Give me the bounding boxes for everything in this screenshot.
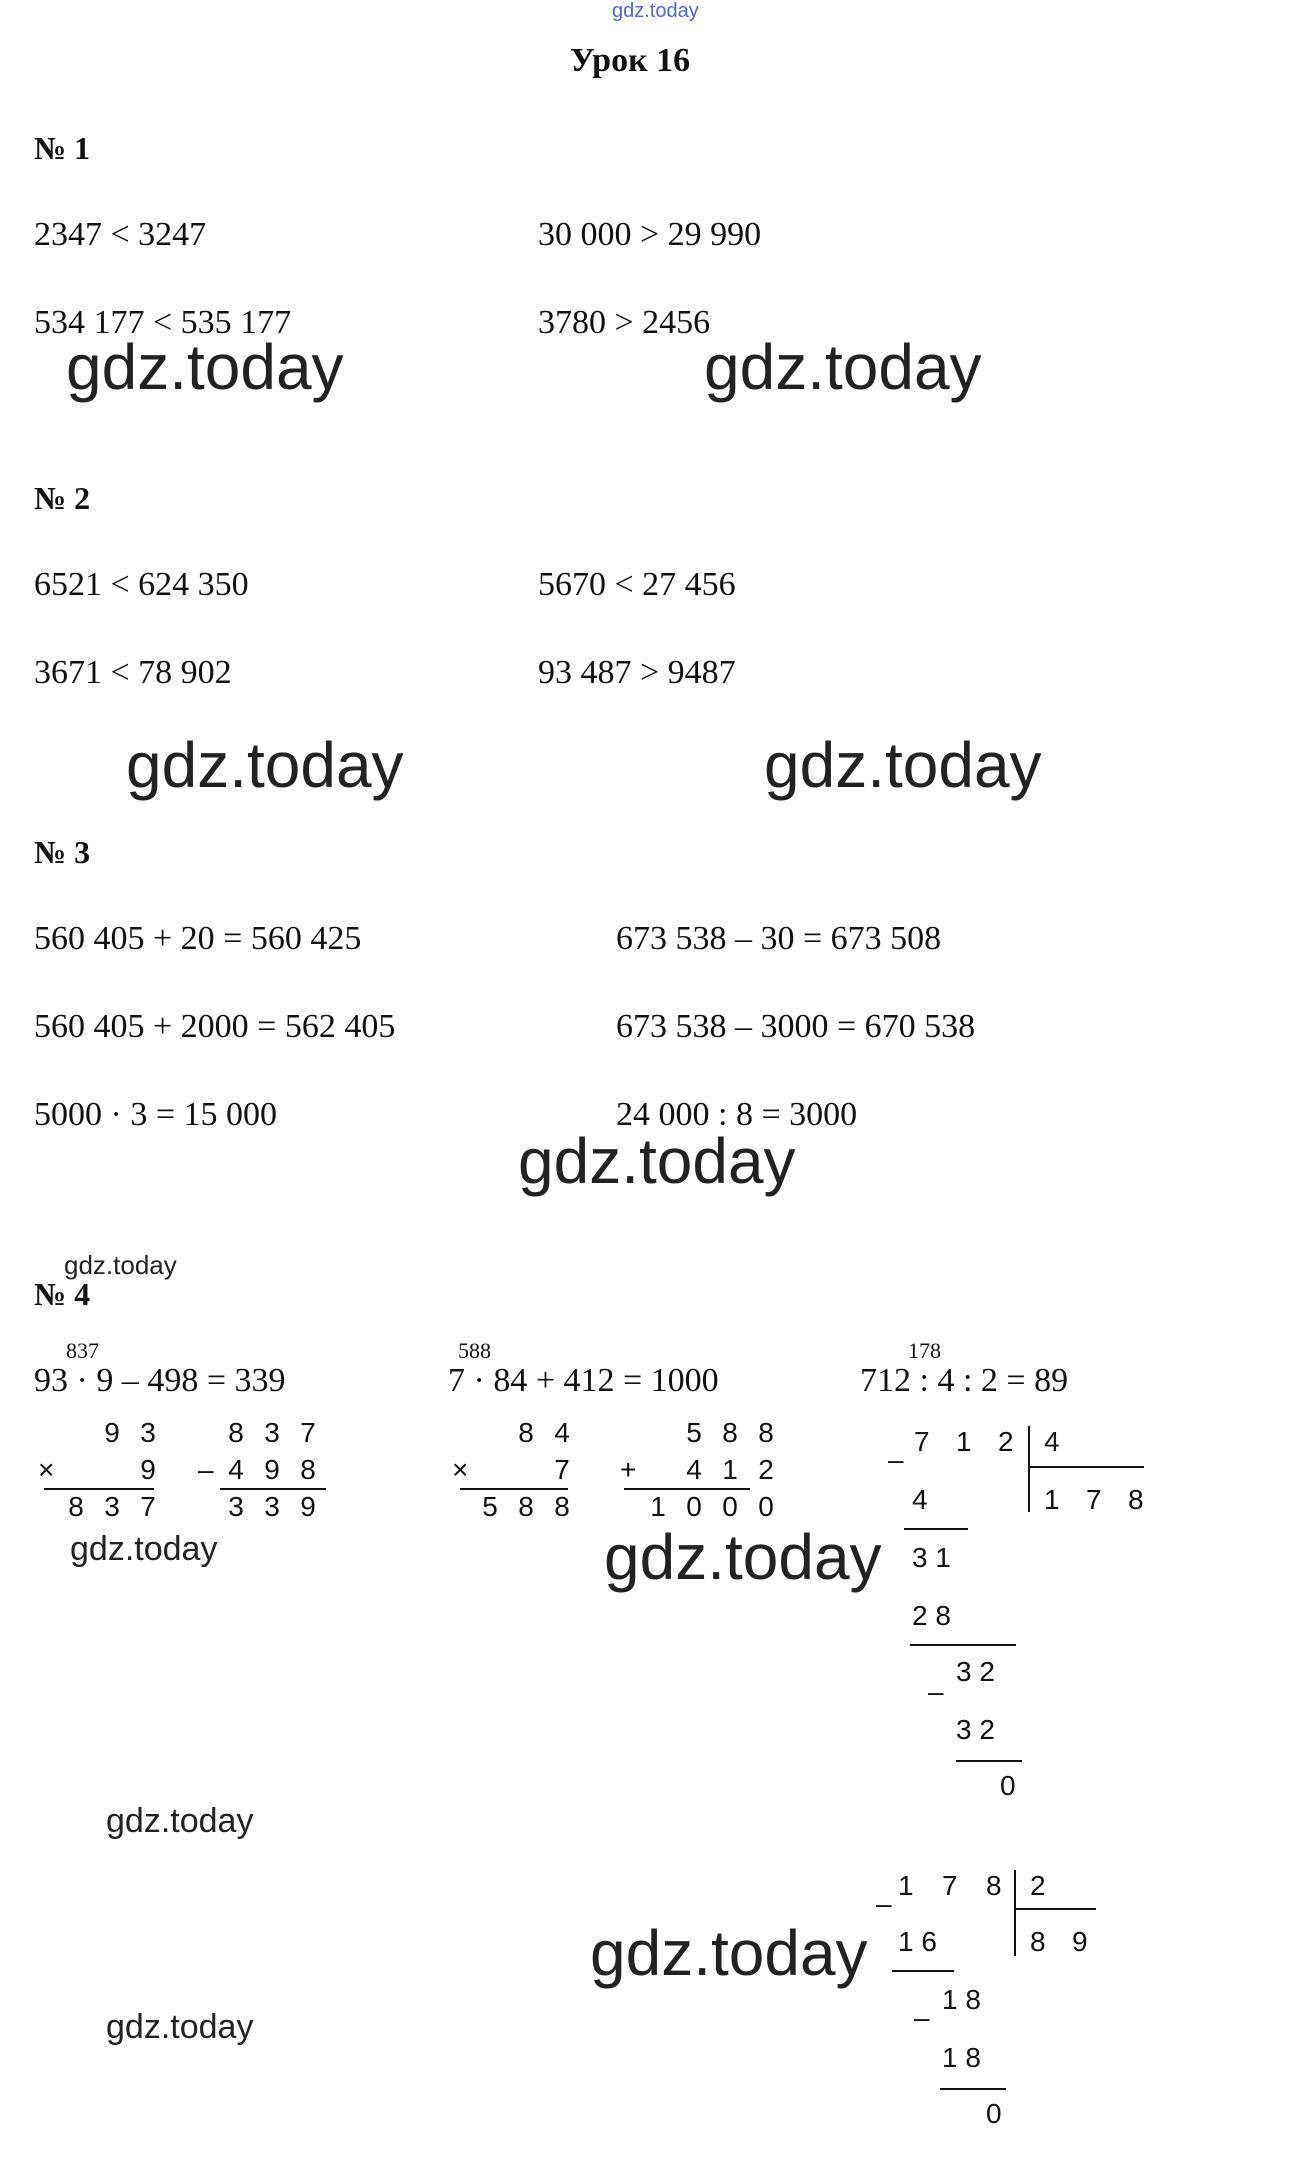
task1-left-2: 534 177 < 535 177: [34, 304, 292, 341]
watermark: gdz.today: [126, 729, 404, 801]
task3-right-2: 673 538 – 3000 = 670 538: [616, 1008, 976, 1045]
column-addition-2: 5 8 8 + 4 1 2 1 0 0 0: [620, 1416, 774, 1522]
task1-right-1: 30 000 > 29 990: [538, 216, 762, 253]
task2-right-2: 93 487 > 9487: [538, 654, 736, 691]
task2-heading: № 2: [34, 480, 91, 516]
watermark: gdz.today: [66, 331, 344, 403]
task3-right-1: 673 538 – 30 = 673 508: [616, 920, 942, 957]
page-title: Урок 16: [570, 42, 691, 79]
underline: [44, 1488, 154, 1490]
task4-heading: № 4: [34, 1276, 91, 1312]
watermark: gdz.today: [64, 1250, 177, 1280]
task2-left-1: 6521 < 624 350: [34, 566, 249, 603]
task1-right-2: 3780 > 2456: [538, 304, 711, 341]
task3-heading: № 3: [34, 834, 91, 870]
task2-right-1: 5670 < 27 456: [538, 566, 736, 603]
expr2: 7 · 84 + 412 = 1000: [448, 1362, 719, 1399]
watermark: gdz.today: [70, 1530, 218, 1568]
expr3: 712 : 4 : 2 = 89: [860, 1362, 1069, 1399]
watermark: gdz.today: [106, 2008, 254, 2046]
task3-left-3: 5000 · 3 = 15 000: [34, 1096, 277, 1133]
watermark-top: gdz.today: [612, 0, 699, 22]
expr3-note: 178: [908, 1338, 941, 1363]
underline: [220, 1488, 326, 1490]
watermark: gdz.today: [764, 729, 1042, 801]
task3-left-2: 560 405 + 2000 = 562 405: [34, 1008, 396, 1045]
expr1-note: 837: [66, 1338, 99, 1363]
column-multiplication-2: 8 4 × 7 5 8 8: [452, 1416, 570, 1522]
expr2-note: 588: [458, 1338, 491, 1363]
task2-left-2: 3671 < 78 902: [34, 654, 232, 691]
expr1: 93 · 9 – 498 = 339: [34, 1362, 286, 1399]
watermark: gdz.today: [704, 331, 982, 403]
watermark: gdz.today: [106, 1802, 254, 1840]
watermark: gdz.today: [604, 1521, 882, 1593]
watermark: gdz.today: [590, 1917, 868, 1989]
column-subtraction-1: 8 3 7 – 4 9 8 3 3 9: [198, 1416, 316, 1522]
column-multiplication-1: 9 3 × 9 8 3 7: [38, 1416, 156, 1522]
task3-left-1: 560 405 + 20 = 560 425: [34, 920, 362, 957]
task1-left-1: 2347 < 3247: [34, 216, 207, 253]
watermark: gdz.today: [518, 1125, 796, 1197]
task1-heading: № 1: [34, 130, 91, 166]
underline: [624, 1488, 750, 1490]
underline: [460, 1488, 568, 1490]
task3-right-3: 24 000 : 8 = 3000: [616, 1096, 858, 1133]
